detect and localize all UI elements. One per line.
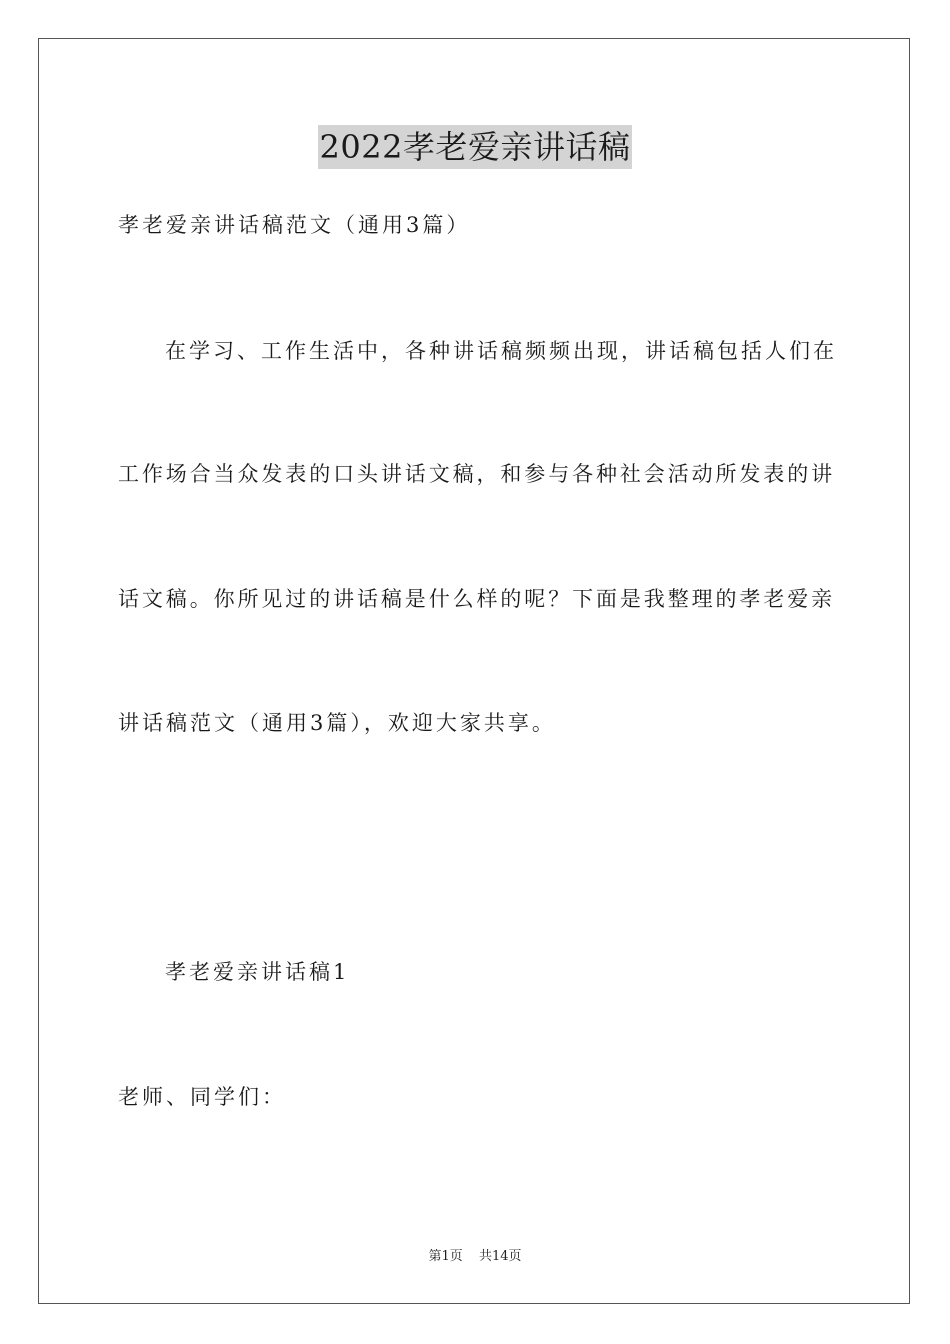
title-container <box>0 125 950 169</box>
section-heading: 孝老爱亲讲话稿1 <box>165 960 350 984</box>
page-number-total: 共14页 <box>478 1249 522 1264</box>
page-footer <box>0 1248 950 1266</box>
document-subtitle: 孝老爱亲讲话稿范文（通用3篇） <box>118 213 471 237</box>
intro-line-3: 话文稿。你所见过的讲话稿是什么样的呢？下面是我整理的孝老爱亲 <box>118 587 835 611</box>
intro-line-4: 讲话稿范文（通用3篇），欢迎大家共享。 <box>118 711 556 735</box>
page-number-current: 第1页 <box>428 1249 463 1264</box>
intro-line-2: 工作场合当众发表的口头讲话文稿，和参与各种社会活动所发表的讲 <box>118 462 835 486</box>
salutation: 老师、同学们： <box>118 1085 286 1109</box>
document-title: 2022孝老爱亲讲话稿 <box>318 125 633 169</box>
intro-line-1: 在学习、工作生活中，各种讲话稿频频出现，讲话稿包括人们在 <box>165 339 837 363</box>
